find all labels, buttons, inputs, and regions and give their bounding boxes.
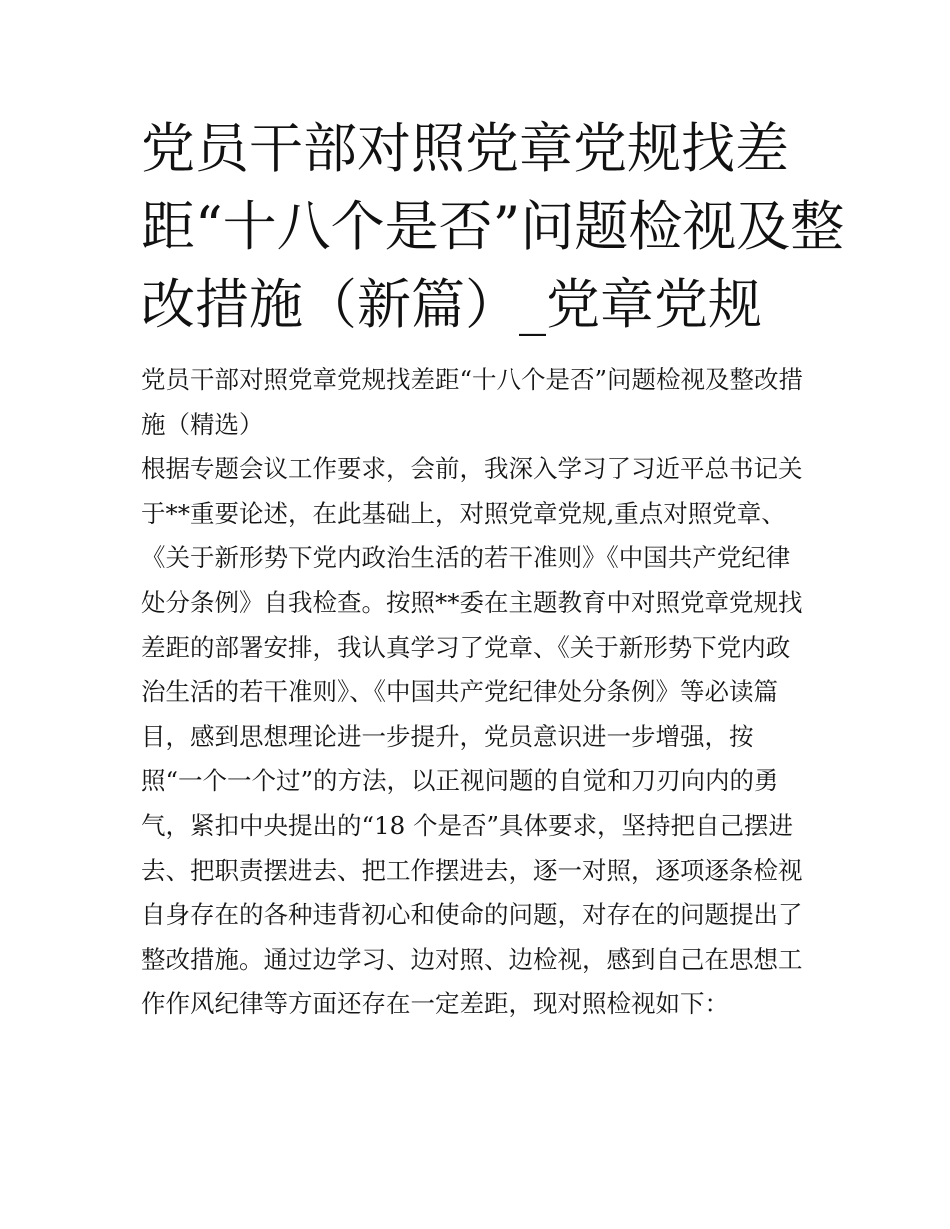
body-line: 差距的部署安排，我认真学习了党章、《关于新形势下党内政 [141,632,791,662]
body-line: 作作风纪律等方面还存在一定差距，现对照检视如下： [141,989,729,1019]
document-title [141,110,845,344]
body-line: 施（精选） [141,409,264,439]
body-line: 去、把职责摆进去、把工作摆进去，逐一对照，逐项逐条检视 [141,855,803,885]
title-line-2: 距“十八个是否”问题检视及整 [141,195,845,258]
body-line: 于**重要论述，在此基础上，对照党章党规,重点对照党章、 [141,498,786,528]
title-line-1: 党员干部对照党章党规找差 [141,117,789,180]
body-line: 照“一个一个过”的方法，以正视问题的自觉和刀刃向内的勇 [141,766,779,796]
body-line: 治生活的若干准则》、《中国共产党纪律处分条例》等必读篇 [141,677,778,707]
document-body [141,358,831,1027]
body-line: 党员干部对照党章党规找差距“十八个是否”问题检视及整改措 [141,365,804,394]
body-line: 根据专题会议工作要求，会前，我深入学习了习近平总书记关 [141,454,803,484]
body-line: 目，感到思想理论进一步提升，党员意识进一步增强，按 [141,721,754,751]
body-line: 自身存在的各种违背初心和使命的问题，对存在的问题提出了 [141,900,803,930]
title-line-3: 改措施（新篇）_党章党规 [141,273,762,336]
body-line: 整改措施。通过边学习、边对照、边检视，感到自己在思想工 [141,944,803,974]
body-line: 处分条例》自我检查。按照**委在主题教育中对照党章党规找 [141,587,803,617]
body-line: 气，紧扣中央提出的“18 个是否”具体要求，坚持把自己摆进 [141,810,794,840]
body-line: 《关于新形势下党内政治生活的若干准则》《中国共产党纪律 [141,543,791,573]
